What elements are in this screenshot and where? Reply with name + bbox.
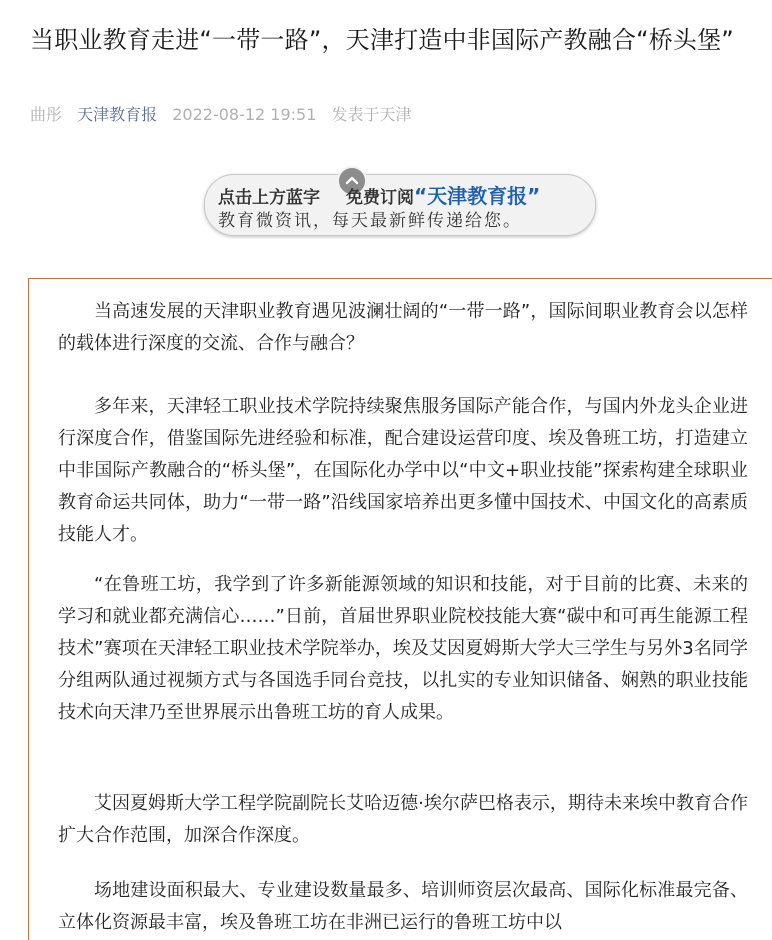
publish-time: 2022-08-12 19:51 (172, 105, 317, 124)
paragraph-4: 艾因夏姆斯大学工程学院副院长艾哈迈德·埃尔萨巴格表示，期待未来埃中教育合作扩大合作范围，加深合作深度。 (58, 793, 748, 846)
banner-subscribe-text: 免费订阅 (346, 188, 414, 208)
paragraph-2: 多年来，天津轻工职业技术学院持续聚焦服务国际产能合作，与国内外龙头企业进行深度合作，借鉴国际先进经验和标准，配合建设运营印度、埃及鲁班工坊，打造建立中非国际产教融合的“桥头堡”，在国际化办学中以“中文+职业技能”探索构建全球职业教育命运共同体，助力“一带一路”沿线国家培养出更多懂中国技术、中国文化的高素质技能人才。 (58, 396, 748, 545)
paragraph-5: 场地建设面积最大、专业建设数量最多、培训师资层次最高、国际化标准最完备、立体化资源最丰富，埃及鲁班工坊在非洲已运行的鲁班工坊中以 (58, 880, 748, 933)
article-title: 当职业教育走进“一带一路”，天津打造中非国际产教融合“桥头堡” (30, 26, 734, 54)
paragraph-1: 当高速发展的天津职业教育遇见波澜壮阔的“一带一路”，国际间职业教育会以怎样的载体进行深度的交流、合作与融合？ (58, 301, 748, 354)
banner-line1 (218, 180, 588, 209)
publish-location: 发表于天津 (331, 105, 412, 124)
banner-brand: “天津教育报” (414, 184, 541, 208)
article-meta (30, 104, 422, 126)
paragraph-3: “在鲁班工坊，我学到了许多新能源领域的知识和技能，对于目前的比赛、未来的学习和就业都充满信心……”日前，首届世界职业院校技能大赛“碳中和可再生能源工程技术”赛项在天津轻工职业技术学院举办，埃及艾因夏姆斯大学大三学生与另外3名同学分组两队通过视频方式与各国选手同台竞技，以扎实的专业知识储备、娴熟的职业技能技术向天津乃至世界展示出鲁班工坊的育人成果。 (58, 574, 748, 723)
author-name: 曲彤 (30, 105, 63, 124)
source-account-link[interactable]: 天津教育报 (77, 105, 158, 124)
banner-slogan: 教育微资讯，每天最新鲜传递给您。 (218, 211, 522, 231)
banner-click-text: 点击上方蓝字 (218, 188, 320, 208)
subscribe-banner[interactable] (204, 166, 594, 238)
